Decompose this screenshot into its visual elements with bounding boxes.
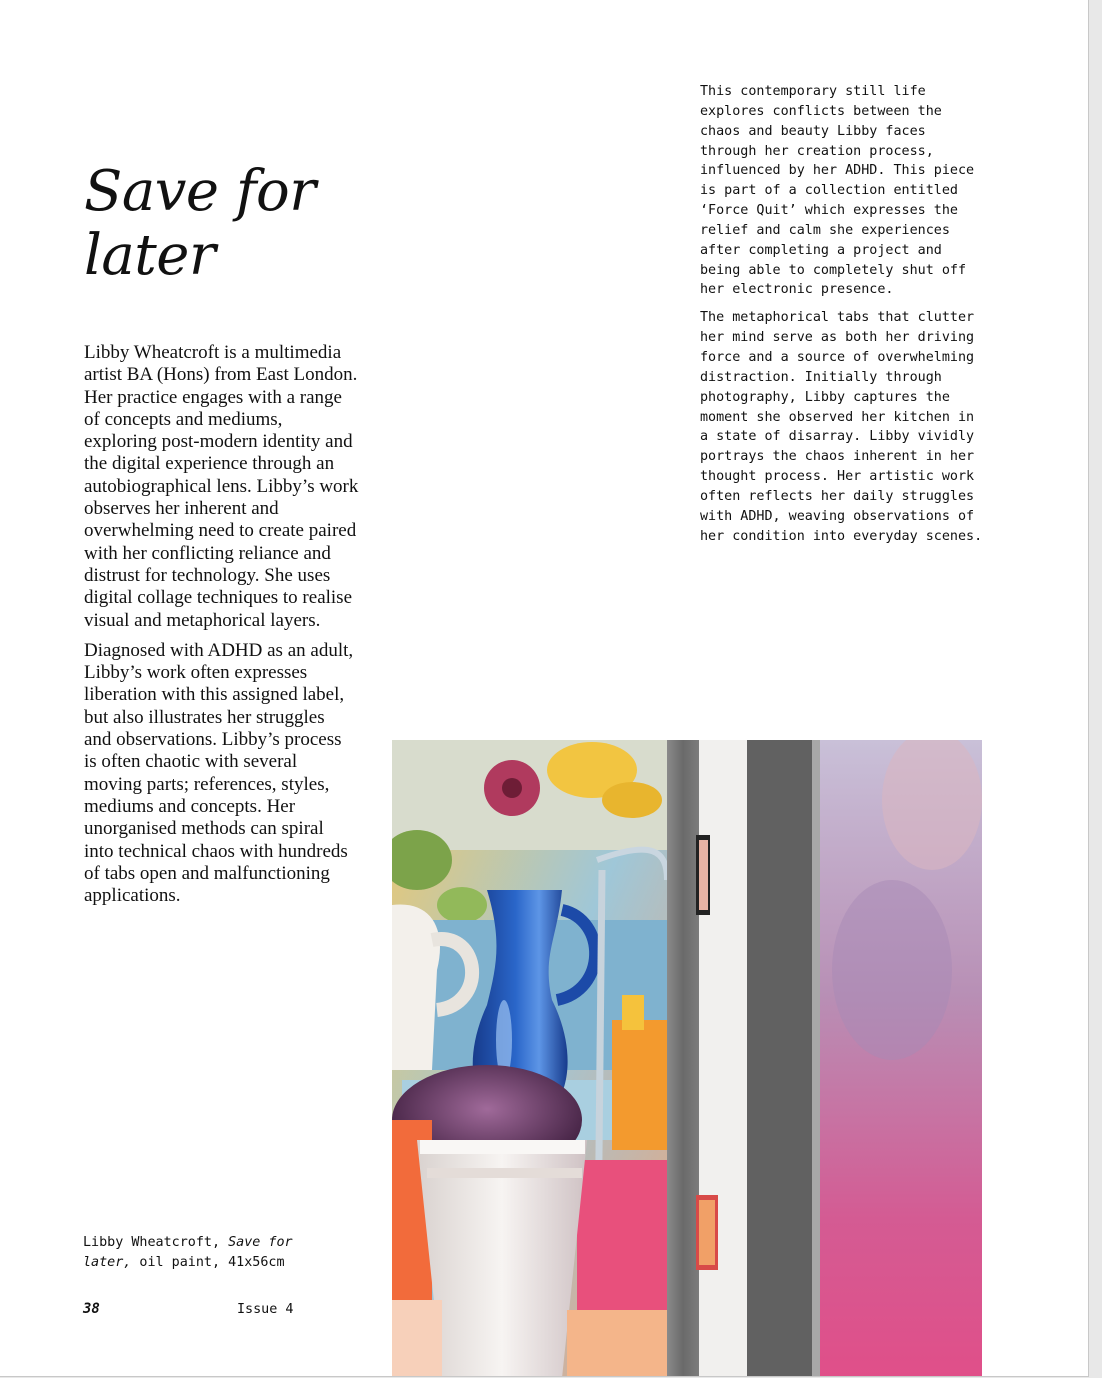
description-paragraph: This contemporary still life explores conflicts between the chaos and beauty Libby faces through her creation process, influenced by her ADHD. This piece is part of a collection entitled ‘Force Quit’ which expresses the relief and calm she experiences after completing a project and being able to completely shut off her electronic presence.: [700, 84, 975, 298]
artist-bio: [84, 342, 369, 915]
image-caption: [83, 1233, 333, 1273]
issue-label: Issue 4: [237, 1302, 294, 1317]
caption-work-title: Save for later,: [83, 1235, 293, 1270]
page-number: 38: [83, 1301, 100, 1317]
caption-details: oil paint, 41x56cm: [131, 1254, 285, 1270]
artwork-image: [392, 740, 982, 1377]
bio-paragraph: Libby Wheatcroft is a multimedia artist BA (Hons) from East London. Her practice engages with a range of concepts and mediums, exploring post-modern identity and the digital experience through an autobiographical lens. Libby’s work observes her inherent and overwhelming need to create paired with her conflicting reliance and distrust for technology. She uses digital collage techniques to realise visual and metaphorical layers.: [84, 342, 359, 631]
description-paragraph: The metaphorical tabs that clutter her mind serve as both her driving force and a source of overwhelming distraction. Initially through photography, Libby captures the moment she observed her kitchen in a state of disarray. Libby vividly portrays the chaos inherent in her thought process. Her artistic work often reflects her daily struggles with ADHD, weaving observations of her condition into everyday scenes.: [700, 310, 983, 544]
artwork-description: [700, 82, 990, 554]
bio-paragraph: Diagnosed with ADHD as an adult, Libby’s work often expresses liberation with this assigned label, but also illustrates her struggles and observations. Libby’s process is often chaotic with several moving parts; references, styles, mediums and concepts. Her unorganised methods can spiral into technical chaos with hundreds of tabs open and malfunctioning applications.: [84, 639, 354, 907]
article-title: Save for later: [84, 159, 316, 288]
caption-artist: Libby Wheatcroft,: [83, 1235, 229, 1250]
